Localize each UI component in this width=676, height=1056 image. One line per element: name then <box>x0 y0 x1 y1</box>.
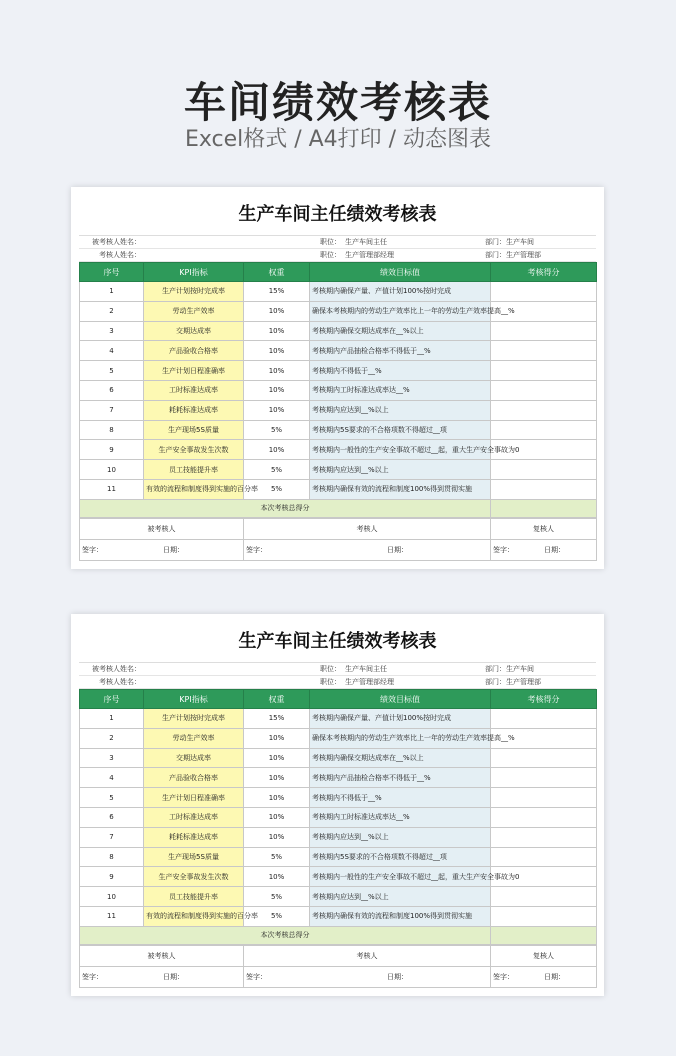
date-label: 日期： <box>544 972 565 981</box>
signature-table <box>79 518 597 561</box>
row-weight: 10% <box>244 361 310 381</box>
sign-date-row <box>80 539 597 560</box>
row-score[interactable] <box>491 709 597 729</box>
col-header-kpi: KPI指标 <box>144 690 244 709</box>
row-weight: 5% <box>244 460 310 480</box>
assessee-info-row <box>79 236 596 249</box>
table-row <box>80 400 597 420</box>
row-weight: 5% <box>244 906 310 926</box>
assessor-sign-cell[interactable] <box>244 539 491 560</box>
date-label: 日期： <box>163 972 184 981</box>
table-row <box>80 341 597 361</box>
sign-label: 签字： <box>82 545 103 554</box>
row-kpi: 工时标准达成率 <box>144 807 244 827</box>
row-target: 确保本考核期内的劳动生产效率比上一年的劳动生产效率提高__% <box>310 301 491 321</box>
row-kpi: 劳动生产效率 <box>144 728 244 748</box>
row-no: 5 <box>80 788 144 808</box>
info-table <box>79 236 596 262</box>
row-no: 4 <box>80 768 144 788</box>
col-header-target: 绩效目标值 <box>310 690 491 709</box>
row-weight: 10% <box>244 400 310 420</box>
row-weight: 10% <box>244 788 310 808</box>
col-header-no: 序号 <box>80 263 144 282</box>
table-row <box>80 380 597 400</box>
row-target: 考核期内一般性的生产安全事故不超过__起，重大生产安全事故为0 <box>310 867 491 887</box>
table-row <box>80 709 597 729</box>
table-row <box>80 807 597 827</box>
row-score[interactable] <box>491 400 597 420</box>
col-header-weight: 权重 <box>244 263 310 282</box>
col-header-kpi: KPI指标 <box>144 263 244 282</box>
assessee-name-value[interactable] <box>143 236 243 249</box>
row-kpi: 有效的流程和制度得到实施的百分率 <box>144 906 244 926</box>
row-no: 9 <box>80 440 144 460</box>
row-target: 考核期内工时标准达成率达__% <box>310 380 491 400</box>
assessor-position: 生产管理部经理 <box>343 676 483 689</box>
row-weight: 10% <box>244 748 310 768</box>
table-row <box>80 440 597 460</box>
row-score[interactable] <box>491 788 597 808</box>
row-weight: 10% <box>244 867 310 887</box>
row-score[interactable] <box>491 420 597 440</box>
sign-label: 签字： <box>493 972 514 981</box>
row-no: 7 <box>80 400 144 420</box>
dept-label: 部门： <box>485 665 506 673</box>
row-weight: 10% <box>244 807 310 827</box>
total-row <box>80 499 597 517</box>
row-weight: 10% <box>244 768 310 788</box>
sign-label: 签字： <box>246 972 267 981</box>
row-kpi: 生产现场5S质量 <box>144 847 244 867</box>
sign-label: 签字： <box>246 545 267 554</box>
dept-label: 部门： <box>485 678 506 686</box>
row-kpi: 劳动生产效率 <box>144 301 244 321</box>
page-subtitle: Excel格式 / A4打印 / 动态图表 <box>184 127 492 152</box>
signer-row <box>80 945 597 966</box>
row-weight: 10% <box>244 440 310 460</box>
kpi-table <box>79 262 597 518</box>
assessee-dept: 生产车间 <box>506 665 534 673</box>
row-no: 1 <box>80 282 144 302</box>
dept-label: 部门： <box>485 251 506 259</box>
row-kpi: 工时标准达成率 <box>144 380 244 400</box>
total-label: 本次考核总得分 <box>80 499 491 517</box>
row-no: 11 <box>80 479 144 499</box>
position-label: 职位： <box>243 249 343 262</box>
row-kpi: 耗耗标准达成率 <box>144 827 244 847</box>
table-row <box>80 827 597 847</box>
assessor-name-label: 考核人姓名： <box>79 676 143 689</box>
signer-assessor: 考核人 <box>244 518 491 539</box>
signer-assessee: 被考核人 <box>80 945 244 966</box>
assessee-sign-cell[interactable] <box>80 966 244 987</box>
row-score[interactable] <box>491 748 597 768</box>
table-row <box>80 282 597 302</box>
assessee-dept: 生产车间 <box>506 238 534 246</box>
table-row <box>80 906 597 926</box>
assessor-name-value[interactable] <box>143 676 243 689</box>
row-score[interactable] <box>491 906 597 926</box>
assessor-position: 生产管理部经理 <box>343 249 483 262</box>
total-score[interactable] <box>491 926 597 944</box>
row-kpi: 员工技能提升率 <box>144 887 244 907</box>
col-header-score: 考核得分 <box>491 263 597 282</box>
row-target: 考核期内确保交期达成率在__%以上 <box>310 748 491 768</box>
row-no: 11 <box>80 906 144 926</box>
date-label: 日期： <box>387 545 408 554</box>
row-target: 考核期内确保交期达成率在__%以上 <box>310 321 491 341</box>
row-score[interactable] <box>491 479 597 499</box>
row-kpi: 生产计划日程准确率 <box>144 361 244 381</box>
sheet-preview-1 <box>71 187 604 569</box>
table-row <box>80 788 597 808</box>
date-label: 日期： <box>544 545 565 554</box>
assessee-position: 生产车间主任 <box>343 663 483 676</box>
row-kpi: 交期达成率 <box>144 748 244 768</box>
total-row <box>80 926 597 944</box>
signer-assessee: 被考核人 <box>80 518 244 539</box>
table-row <box>80 887 597 907</box>
row-target: 考核期内工时标准达成率达__% <box>310 807 491 827</box>
row-target: 考核期内应达到__%以上 <box>310 887 491 907</box>
table-row <box>80 867 597 887</box>
row-no: 7 <box>80 827 144 847</box>
row-weight: 5% <box>244 420 310 440</box>
row-weight: 15% <box>244 709 310 729</box>
reviewer-sign-cell[interactable] <box>491 539 597 560</box>
row-kpi: 产品验收合格率 <box>144 768 244 788</box>
row-kpi: 员工技能提升率 <box>144 460 244 480</box>
row-weight: 10% <box>244 380 310 400</box>
assessor-name-value[interactable] <box>143 249 243 262</box>
table-row <box>80 847 597 867</box>
table-row <box>80 479 597 499</box>
row-target: 考核期内5S要求的不合格项数不得超过__项 <box>310 420 491 440</box>
position-label: 职位： <box>243 663 343 676</box>
row-kpi: 生产计划按时完成率 <box>144 709 244 729</box>
row-score[interactable] <box>491 768 597 788</box>
sign-date-row <box>80 966 597 987</box>
col-header-score: 考核得分 <box>491 690 597 709</box>
col-header-target: 绩效目标值 <box>310 263 491 282</box>
row-kpi: 产品验收合格率 <box>144 341 244 361</box>
row-target: 考核期内不得低于__% <box>310 788 491 808</box>
assessor-name-label: 考核人姓名： <box>79 249 143 262</box>
kpi-header-row <box>80 690 597 709</box>
row-no: 1 <box>80 709 144 729</box>
assessor-info-row <box>79 676 596 689</box>
row-no: 9 <box>80 867 144 887</box>
row-score[interactable] <box>491 807 597 827</box>
row-target: 考核期内确保产量、产值计划100%按时完成 <box>310 282 491 302</box>
date-label: 日期： <box>387 972 408 981</box>
row-no: 6 <box>80 380 144 400</box>
table-row <box>80 361 597 381</box>
info-table <box>79 663 596 689</box>
row-weight: 10% <box>244 301 310 321</box>
assessee-name-label: 被考核人姓名： <box>79 236 143 249</box>
row-weight: 10% <box>244 827 310 847</box>
row-score[interactable] <box>491 827 597 847</box>
assessee-name-label: 被考核人姓名： <box>79 663 143 676</box>
row-weight: 5% <box>244 847 310 867</box>
row-kpi: 生产计划日程准确率 <box>144 788 244 808</box>
sign-label: 签字： <box>493 545 514 554</box>
row-no: 10 <box>80 460 144 480</box>
row-target: 考核期内产品抽检合格率不得低于__% <box>310 341 491 361</box>
table-row <box>80 748 597 768</box>
assessee-position: 生产车间主任 <box>343 236 483 249</box>
signer-row <box>80 518 597 539</box>
row-kpi: 交期达成率 <box>144 321 244 341</box>
signer-reviewer: 复核人 <box>491 945 597 966</box>
table-row <box>80 321 597 341</box>
assessor-dept: 生产管理部 <box>506 251 541 259</box>
row-score[interactable] <box>491 282 597 302</box>
row-kpi: 生产安全事故发生次数 <box>144 867 244 887</box>
total-score[interactable] <box>491 499 597 517</box>
row-kpi: 生产计划按时完成率 <box>144 282 244 302</box>
row-no: 2 <box>80 728 144 748</box>
row-target: 考核期内确保有效的流程和制度100%得到贯彻实施 <box>310 479 491 499</box>
sheet-title: 生产车间主任绩效考核表 <box>79 195 596 236</box>
row-weight: 10% <box>244 321 310 341</box>
signer-assessor: 考核人 <box>244 945 491 966</box>
reviewer-sign-cell[interactable] <box>491 966 597 987</box>
row-score[interactable] <box>491 341 597 361</box>
row-no: 6 <box>80 807 144 827</box>
row-no: 3 <box>80 321 144 341</box>
row-target: 考核期内产品抽检合格率不得低于__% <box>310 768 491 788</box>
table-row <box>80 728 597 748</box>
signature-table <box>79 945 597 988</box>
row-weight: 5% <box>244 479 310 499</box>
sheet-title: 生产车间主任绩效考核表 <box>79 622 596 663</box>
row-target: 考核期内应达到__%以上 <box>310 460 491 480</box>
row-score[interactable] <box>491 887 597 907</box>
row-kpi: 耗耗标准达成率 <box>144 400 244 420</box>
assessee-info-row <box>79 663 596 676</box>
row-weight: 10% <box>244 728 310 748</box>
table-row <box>80 301 597 321</box>
row-score[interactable] <box>491 847 597 867</box>
row-kpi: 生产安全事故发生次数 <box>144 440 244 460</box>
signer-reviewer: 复核人 <box>491 518 597 539</box>
assessor-dept: 生产管理部 <box>506 678 541 686</box>
assessee-sign-cell[interactable] <box>80 539 244 560</box>
col-header-no: 序号 <box>80 690 144 709</box>
date-label: 日期： <box>163 545 184 554</box>
position-label: 职位： <box>243 676 343 689</box>
row-no: 4 <box>80 341 144 361</box>
row-weight: 5% <box>244 887 310 907</box>
row-score[interactable] <box>491 321 597 341</box>
assessor-info-row <box>79 249 596 262</box>
assessee-name-value[interactable] <box>143 663 243 676</box>
sheet-preview-2 <box>71 614 604 996</box>
row-target: 考核期内不得低于__% <box>310 361 491 381</box>
row-no: 5 <box>80 361 144 381</box>
row-weight: 15% <box>244 282 310 302</box>
page-title: 车间绩效考核表 <box>183 78 492 127</box>
row-target: 考核期内应达到__%以上 <box>310 400 491 420</box>
row-target: 确保本考核期内的劳动生产效率比上一年的劳动生产效率提高__% <box>310 728 491 748</box>
row-score[interactable] <box>491 361 597 381</box>
row-no: 8 <box>80 420 144 440</box>
row-no: 8 <box>80 847 144 867</box>
row-target: 考核期内一般性的生产安全事故不超过__起，重大生产安全事故为0 <box>310 440 491 460</box>
table-row <box>80 460 597 480</box>
row-target: 考核期内确保有效的流程和制度100%得到贯彻实施 <box>310 906 491 926</box>
row-no: 10 <box>80 887 144 907</box>
row-kpi: 有效的流程和制度得到实施的百分率 <box>144 479 244 499</box>
total-label: 本次考核总得分 <box>80 926 491 944</box>
row-weight: 10% <box>244 341 310 361</box>
kpi-header-row <box>80 263 597 282</box>
sign-label: 签字： <box>82 972 103 981</box>
table-row <box>80 420 597 440</box>
row-target: 考核期内确保产量、产值计划100%按时完成 <box>310 709 491 729</box>
col-header-weight: 权重 <box>244 690 310 709</box>
row-no: 2 <box>80 301 144 321</box>
table-row <box>80 768 597 788</box>
dept-label: 部门： <box>485 238 506 246</box>
row-target: 考核期内5S要求的不合格项数不得超过__项 <box>310 847 491 867</box>
row-target: 考核期内应达到__%以上 <box>310 827 491 847</box>
assessor-sign-cell[interactable] <box>244 966 491 987</box>
kpi-table <box>79 689 597 945</box>
row-score[interactable] <box>491 380 597 400</box>
row-score[interactable] <box>491 460 597 480</box>
row-kpi: 生产现场5S质量 <box>144 420 244 440</box>
row-no: 3 <box>80 748 144 768</box>
position-label: 职位： <box>243 236 343 249</box>
